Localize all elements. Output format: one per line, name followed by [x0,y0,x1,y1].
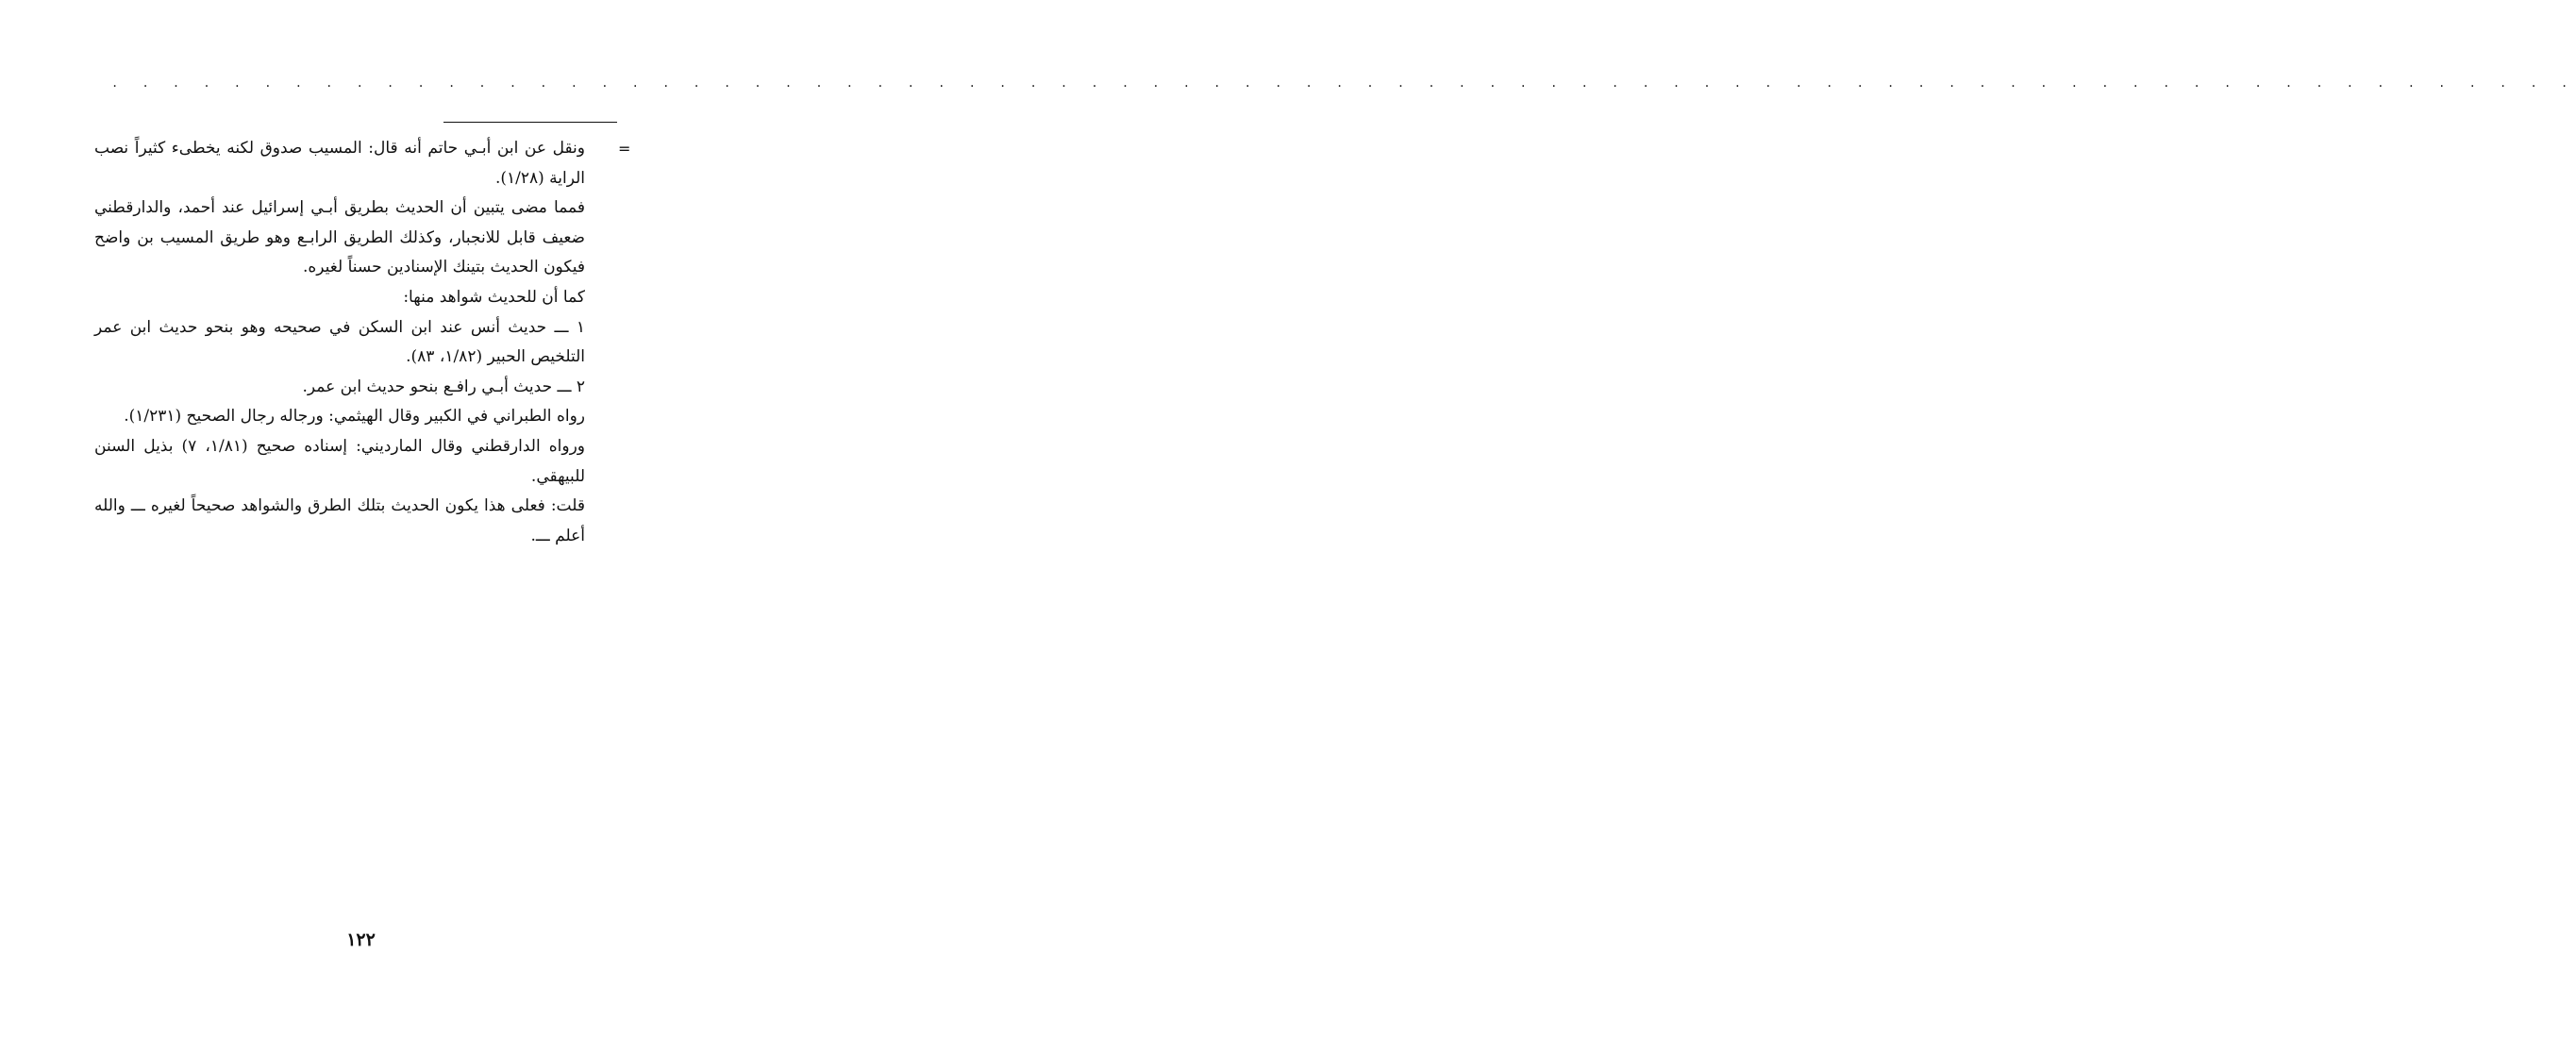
dotted-separator: . . . . . . . . . . . . . . . . . . . . . . . . . . . . . . . . . . . . . . . . . . . . . . . . . . . . . . . . . . . . . . . . . . . . . . . . . . . . . . . . . [111,76,2576,90]
paragraph-daraqutni: ورواه الدارقطني وقال المارديني: إسناده صحيح (١/٨١، ٧) بذيل السنن للبيهقي. [94,436,586,486]
paragraph-shahid-anas: ١ ـــ حديث أنس عند ابن السكن في صحيحه وهو بنحو حديث ابن عمر التلخيص الحبير (١/٨٢، ٨٣). [94,317,585,367]
paragraph-shahid-abi-rafi: ٢ ـــ حديث أبـي رافـع بنحو حديث ابن عمر. [302,377,585,396]
footnote-rule [443,122,617,123]
continuation-marker: = [618,140,631,158]
footnote-body [94,134,585,551]
paragraph-shawahid-intro: كما أن للحديث شواهد منها: [403,287,585,307]
paragraph-ibn-abi-hatim: ونقل عن ابن أبـي حاتم أنه قال: المسيب صدوق لكنه يخطىء كثيراً نصب الراية (١/٢٨). [94,139,585,188]
paragraph-tabarani: رواه الطبراني في الكبير وقال الهيثمي: ورجاله رجال الصحيح (١/٢٣١). [124,407,585,427]
paragraph-final-verdict: قلت: فعلى هذا يكون الحديث بتلك الطرق والشواهد صحيحاً لغيره ـــ والله أعلم ـــ. [94,496,585,545]
page-number: ١٢٢ [346,929,376,950]
paragraph-conclusion-hasan: فمما مضى يتبين أن الحديث بطريق أبـي إسرائيل عند أحمد، والدارقطني ضعيف قابل للانجبار، وكذلك الطريق الرابـع وهو طريق المسيب بن واضح فيكون الحديث بتينك الإسنادين حسناً لغيره. [94,198,585,277]
